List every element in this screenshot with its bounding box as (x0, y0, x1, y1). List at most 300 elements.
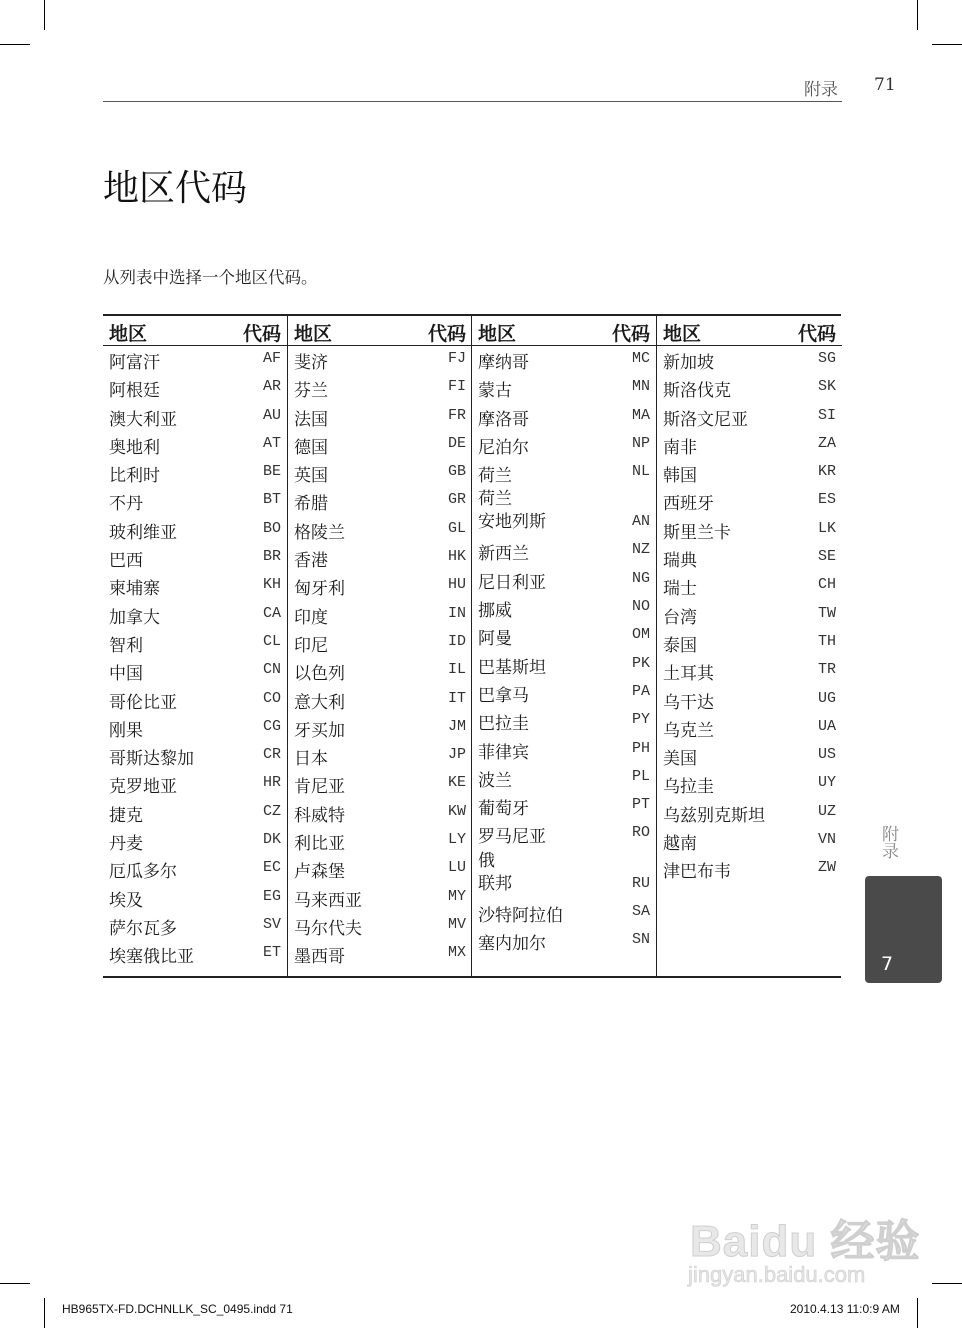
region-name (109, 942, 194, 967)
region-name-line: 联邦 (478, 873, 512, 894)
region-code: SV (262, 915, 281, 933)
region-name-line: 柬埔寨 (109, 579, 160, 600)
table-row (103, 573, 287, 601)
region-name (663, 631, 697, 656)
region-name (478, 822, 546, 847)
region-name-line: 法国 (294, 409, 328, 430)
region-name-line: 巴拿马 (478, 685, 529, 706)
table-row (472, 793, 656, 821)
table-row (103, 941, 287, 969)
region-code: PA (631, 682, 650, 700)
region-name (663, 857, 731, 882)
region-name-line: 瑞典 (663, 551, 697, 572)
region-code: FJ (447, 350, 466, 367)
table-row (103, 658, 287, 686)
table-row (472, 347, 656, 375)
row-list (103, 347, 287, 970)
region-name-line: 乌克兰 (663, 720, 714, 741)
region-name (109, 405, 177, 430)
table-row (472, 375, 656, 403)
region-name (294, 857, 345, 882)
table-row (657, 715, 842, 743)
region-name (109, 744, 194, 769)
region-name (109, 546, 143, 571)
table-row (472, 821, 656, 849)
region-name-line: 以色列 (294, 664, 345, 685)
region-code: UG (817, 689, 836, 707)
region-name (478, 405, 529, 430)
region-name-line: 马来西亚 (294, 890, 362, 911)
region-name-line: 泰国 (663, 635, 697, 656)
region-name-line: 菲律宾 (478, 742, 529, 763)
table-row (288, 432, 472, 460)
table-row (657, 856, 842, 884)
region-code: SE (817, 548, 836, 566)
region-name-line: 阿根廷 (109, 381, 160, 402)
region-name-line: 斯里兰卡 (663, 522, 731, 543)
region-code: NO (631, 598, 650, 616)
region-name (663, 518, 731, 543)
table-column (471, 316, 656, 976)
region-name (294, 348, 328, 373)
region-code: AN (631, 513, 650, 531)
table-row (288, 517, 472, 545)
region-name (109, 914, 177, 939)
table-row (103, 715, 287, 743)
region-name (294, 914, 362, 939)
region-name (109, 461, 160, 486)
region-name-line: 加拿大 (109, 607, 160, 628)
region-name-line: 南非 (663, 437, 697, 458)
table-row (288, 715, 472, 743)
region-name-line: 安地列斯 (478, 512, 546, 533)
region-name (294, 433, 328, 458)
table-row (472, 900, 656, 928)
header-region-label: 地区 (478, 323, 517, 345)
region-code: SN (631, 931, 650, 949)
table-row (288, 743, 472, 771)
region-code: MC (631, 350, 650, 367)
region-code: LY (447, 831, 466, 849)
table-row (288, 885, 472, 913)
side-section-label: 附录 (878, 825, 898, 859)
region-code: TW (817, 604, 836, 622)
region-name (478, 738, 529, 763)
region-name (294, 716, 345, 741)
region-code: MX (447, 944, 466, 962)
region-code: AU (262, 406, 281, 424)
row-list (657, 347, 842, 885)
table-row (657, 460, 842, 488)
region-code: CZ (262, 802, 281, 820)
region-name-line: 埃塞俄比亚 (109, 947, 194, 968)
region-name-line: 波兰 (478, 770, 512, 791)
region-name (294, 744, 328, 769)
region-name (109, 772, 177, 797)
region-name-line: 印尼 (294, 635, 328, 656)
region-code: GB (447, 463, 466, 481)
region-code: UZ (817, 802, 836, 820)
region-name (663, 716, 714, 741)
header-code-label: 代码 (611, 323, 650, 345)
region-name-line: 玻利维亚 (109, 522, 177, 543)
header-region-label: 地区 (109, 323, 148, 345)
table-row (288, 573, 472, 601)
region-name-line: 乌拉圭 (663, 777, 714, 798)
region-code: TR (817, 661, 836, 679)
table-row (657, 630, 842, 658)
region-name (109, 857, 177, 882)
region-name (478, 433, 529, 458)
region-name-line: 萨尔瓦多 (109, 918, 177, 939)
crop-mark (0, 1283, 30, 1284)
table-row (472, 567, 656, 595)
region-code: RO (631, 824, 650, 842)
region-name (478, 348, 529, 373)
column-header (288, 316, 472, 346)
table-row (657, 828, 842, 856)
region-code: BR (262, 548, 281, 566)
region-code: LK (817, 519, 836, 537)
region-name-line: 土耳其 (663, 664, 714, 685)
region-name-line: 尼日利亚 (478, 572, 546, 593)
region-name (663, 829, 697, 854)
table-row (103, 460, 287, 488)
region-name (478, 709, 529, 734)
region-name (478, 794, 529, 819)
region-name-line: 津巴布韦 (663, 862, 731, 883)
region-name-line: 荷兰 (478, 466, 512, 487)
table-row (288, 913, 472, 941)
region-code: HR (262, 774, 281, 792)
table-row (103, 517, 287, 545)
region-code: MA (631, 406, 650, 424)
table-row (472, 928, 656, 956)
table-row (103, 602, 287, 630)
crop-mark (932, 44, 962, 45)
table-row (103, 771, 287, 799)
footer-date: 2010.4.13 11:0:9 AM (790, 1302, 900, 1316)
region-code: BO (262, 519, 281, 537)
table-row (657, 545, 842, 573)
table-row (103, 488, 287, 516)
region-name-line: 印度 (294, 607, 328, 628)
watermark-url: jingyan.baidu.com (688, 1262, 866, 1287)
region-name (478, 488, 546, 534)
region-name (294, 574, 345, 599)
region-name-line: 巴拉圭 (478, 714, 529, 735)
region-code: PK (631, 654, 650, 672)
region-code: IN (447, 604, 466, 622)
region-name (663, 574, 697, 599)
table-row (103, 828, 287, 856)
region-name-line: 挪威 (478, 601, 512, 622)
table-row (103, 630, 287, 658)
region-code: MV (447, 915, 466, 933)
table-row (657, 375, 842, 403)
region-name (294, 489, 328, 514)
region-name-line: 不丹 (109, 494, 143, 515)
region-code: EG (262, 887, 281, 905)
region-name-line: 阿曼 (478, 629, 512, 650)
region-code: FI (447, 378, 466, 396)
region-code: AT (262, 434, 281, 452)
region-name (109, 716, 143, 741)
table-row (657, 602, 842, 630)
header-section: 附录 (804, 80, 838, 100)
region-name (109, 489, 143, 514)
watermark-logo: Baidu 经验 (690, 1217, 921, 1266)
region-name-line: 沙特阿拉伯 (478, 905, 563, 926)
region-name (663, 489, 714, 514)
crop-mark (917, 0, 918, 30)
region-code: VN (817, 831, 836, 849)
region-name-line: 芬兰 (294, 381, 328, 402)
region-name-line: 美国 (663, 749, 697, 770)
region-code: IL (447, 661, 466, 679)
region-name-line: 丹麦 (109, 834, 143, 855)
region-name (294, 461, 328, 486)
region-code: OM (631, 626, 650, 644)
region-code: HU (447, 576, 466, 594)
region-name (294, 688, 345, 713)
region-code: PH (631, 739, 650, 757)
region-name (109, 348, 160, 373)
table-row (657, 800, 842, 828)
table-row (657, 347, 842, 375)
region-name-line: 希腊 (294, 494, 328, 515)
region-code: RU (631, 874, 650, 892)
region-code: PT (631, 796, 650, 814)
table-row (657, 658, 842, 686)
table-row (288, 602, 472, 630)
region-code: IT (447, 689, 466, 707)
table-row (288, 941, 472, 969)
region-name-line: 葡萄牙 (478, 799, 529, 820)
region-code: CR (262, 746, 281, 764)
region-name (478, 539, 529, 564)
region-name (109, 603, 160, 628)
region-name (478, 461, 512, 486)
region-code: SA (631, 902, 650, 920)
region-code: NP (631, 434, 650, 452)
region-name-line: 罗马尼亚 (478, 827, 546, 848)
crop-mark (917, 1298, 918, 1328)
table-row (472, 404, 656, 432)
region-code: KE (447, 774, 466, 792)
region-code: BT (262, 491, 281, 509)
column-header (103, 316, 287, 346)
region-name (478, 850, 512, 896)
table-row (657, 432, 842, 460)
table-row (103, 432, 287, 460)
table-row (472, 680, 656, 708)
header-region-label: 地区 (663, 323, 702, 345)
region-name-line: 英国 (294, 466, 328, 487)
table-row (288, 545, 472, 573)
region-name (663, 603, 697, 628)
crop-mark (932, 1283, 962, 1284)
table-row (288, 488, 472, 516)
table-row (288, 856, 472, 884)
table-row (103, 856, 287, 884)
table-row (288, 800, 472, 828)
table-row (472, 708, 656, 736)
region-name (663, 772, 714, 797)
region-name-line: 乌干达 (663, 692, 714, 713)
region-name-line: 斯洛文尼亚 (663, 409, 748, 430)
region-code: HK (447, 548, 466, 566)
table-row (103, 743, 287, 771)
region-name (478, 568, 546, 593)
region-name-line: 卢森堡 (294, 862, 345, 883)
table-row (103, 545, 287, 573)
region-name-line: 厄瓜多尔 (109, 862, 177, 883)
region-code: JM (447, 717, 466, 735)
region-name-line: 匈牙利 (294, 579, 345, 600)
region-code: TH (817, 632, 836, 650)
header-rule (103, 101, 842, 102)
region-name (109, 376, 160, 401)
region-name-line: 智利 (109, 635, 143, 656)
region-name-line: 巴西 (109, 551, 143, 572)
region-code: BE (262, 463, 281, 481)
chapter-tab (865, 876, 942, 983)
crop-mark (0, 44, 30, 45)
table-row (288, 630, 472, 658)
region-name (294, 405, 328, 430)
region-name (663, 348, 714, 373)
table-row (472, 595, 656, 623)
region-name (478, 929, 546, 954)
table-column (287, 316, 472, 976)
region-name-line: 瑞士 (663, 579, 697, 600)
region-name (109, 518, 177, 543)
crop-mark (44, 1298, 45, 1328)
region-name-line: 西班牙 (663, 494, 714, 515)
region-name-line: 格陵兰 (294, 522, 345, 543)
region-name-line: 中国 (109, 664, 143, 685)
region-name-line: 哥伦比亚 (109, 692, 177, 713)
region-name-line: 德国 (294, 437, 328, 458)
region-code: CL (262, 632, 281, 650)
region-name-line: 刚果 (109, 720, 143, 741)
table-row (103, 885, 287, 913)
region-code: NZ (631, 541, 650, 559)
row-list (288, 347, 472, 970)
region-name (109, 688, 177, 713)
region-name (663, 376, 731, 401)
column-header (472, 316, 656, 346)
region-code: JP (447, 746, 466, 764)
region-name-line: 新加坡 (663, 353, 714, 373)
region-name-line: 俄 (478, 850, 495, 871)
region-name (294, 801, 345, 826)
table-row (288, 375, 472, 403)
table-row (103, 687, 287, 715)
region-name (294, 603, 328, 628)
region-name (663, 744, 697, 769)
region-code-table (103, 314, 841, 978)
page-number: 71 (874, 75, 896, 95)
table-row (657, 517, 842, 545)
table-row (472, 765, 656, 793)
region-code: AF (262, 350, 281, 367)
region-name (478, 681, 529, 706)
region-name-line: 奥地利 (109, 437, 160, 458)
row-list (472, 347, 656, 956)
page-title: 地区代码 (103, 168, 248, 209)
region-code: EC (262, 859, 281, 877)
column-header (657, 316, 842, 346)
table-row (657, 573, 842, 601)
region-name-line: 摩纳哥 (478, 353, 529, 373)
header-code-label: 代码 (242, 323, 281, 345)
region-code: NG (631, 569, 650, 587)
region-name (663, 688, 714, 713)
region-code: SK (817, 378, 836, 396)
header-code-label: 代码 (427, 323, 466, 345)
table-row (288, 771, 472, 799)
region-name (109, 886, 143, 911)
table-row (103, 913, 287, 941)
table-row (103, 375, 287, 403)
region-name-line: 越南 (663, 834, 697, 855)
region-name-line: 埃及 (109, 890, 143, 911)
region-code: CN (262, 661, 281, 679)
region-code: ES (817, 491, 836, 509)
table-row (472, 432, 656, 460)
region-name (294, 631, 328, 656)
region-code: DK (262, 831, 281, 849)
table-row (472, 623, 656, 651)
region-code: PY (631, 711, 650, 729)
region-name-line: 比利时 (109, 466, 160, 487)
region-name-line: 台湾 (663, 607, 697, 628)
region-name (294, 376, 328, 401)
chapter-number: 7 (881, 953, 894, 975)
table-row (472, 538, 656, 566)
region-name (109, 631, 143, 656)
region-code: FR (447, 406, 466, 424)
region-code: CH (817, 576, 836, 594)
table-row (288, 347, 472, 375)
region-name (478, 596, 512, 621)
header-region-label: 地区 (294, 323, 333, 345)
table-row (657, 743, 842, 771)
region-name-line: 荷兰 (478, 489, 512, 510)
table-row (472, 652, 656, 680)
region-code: US (817, 746, 836, 764)
table-row (103, 347, 287, 375)
region-code: PL (631, 767, 650, 785)
region-code: ID (447, 632, 466, 650)
table-row (657, 687, 842, 715)
region-code: NL (631, 463, 650, 481)
region-code: ET (262, 944, 281, 962)
table-row (288, 687, 472, 715)
region-code: DE (447, 434, 466, 452)
region-name (109, 574, 160, 599)
region-name (478, 766, 512, 791)
region-code: GL (447, 519, 466, 537)
region-name-line: 墨西哥 (294, 947, 345, 968)
region-name-line: 摩洛哥 (478, 409, 529, 430)
region-code: SG (817, 350, 836, 367)
region-code: KW (447, 802, 466, 820)
table-row (657, 488, 842, 516)
table-row (288, 658, 472, 686)
